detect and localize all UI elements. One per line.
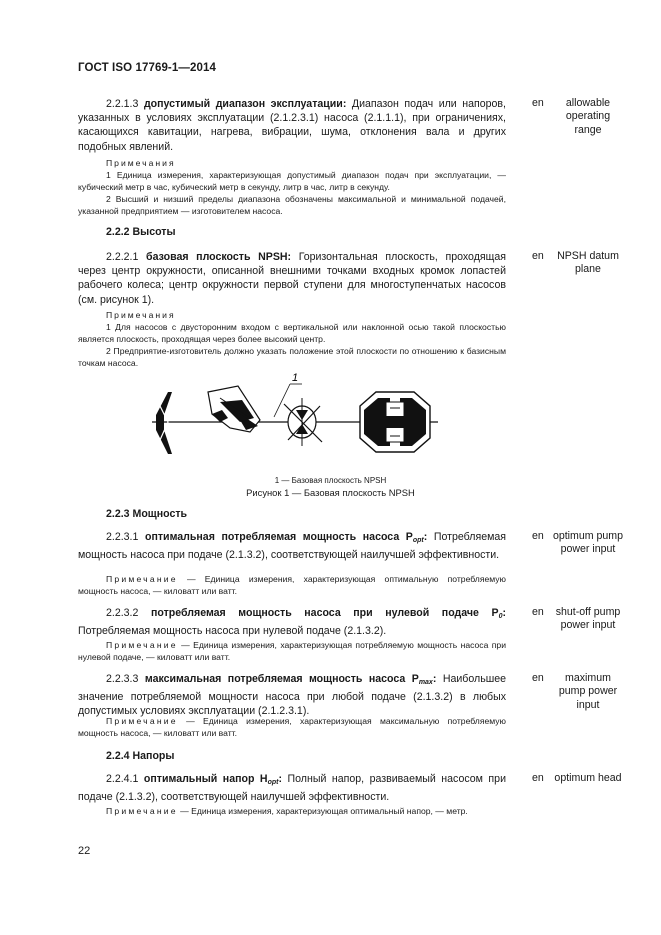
entry-term: допустимый диапазон эксплуатации: [143,98,347,110]
lang-code: en [532,97,544,109]
lang-code: en [532,250,544,262]
impeller-angled-drawing [208,386,260,432]
section-heading-2-2-4: 2.2.4 Напоры [106,750,175,762]
entry-2-2-3-3: 2.2.3.3 максимальная потребляемая мощность насоса $P_{max}$: Наибольшее значение потребляемой мощности насоса при любой подаче (2.1.3.2) в любых допустимых условиях эксплуатации (2.1.2.3.1). [78,673,506,718]
note-1: 1 Для насосов с двусторонним входом с вертикальной или наклонной осью такой плоскостью является плоскость, проходящая через более высокий центр. [78,322,506,344]
section-heading-2-2-3: 2.2.3 Мощность [106,508,188,520]
lang-code: en [532,530,544,542]
impeller-double-drawing [360,392,430,452]
entry-2-2-3-1: 2.2.3.1 оптимальная потребляемая мощность насоса $P_{opt}$: Потребляемая мощность насоса при подаче (2.1.3.2), соответствующей наилучшей эффективности. [78,531,506,562]
note: Примечание — Единица измерения, характеризующая потребляемую мощность насоса при нулевой подаче, — киловатт или ватт. [78,640,506,662]
note-2: 2 Высший и низший пределы диапазона обозначены максимальной и минимальной подачей, указанной предприятием — изготовителем насоса. [78,194,506,216]
note: Примечание — Единица измерения, характеризующая оптимальный напор, — метр. [106,806,468,816]
lang-code: en [532,672,544,684]
english-term: maximum pump power input [558,672,618,711]
entry-2-2-2-1: 2.2.2.1 базовая плоскость NPSH: Горизонтальная плоскость, проходящая через центр окружности, описанной внешними точками входных кромок лопастей рабочего колеса; центр окружности первой ступени для многоступенчатых насосов (см. рисунок 1). [78,251,506,306]
figure-legend: 1 — Базовая плоскость NPSH [274,476,387,485]
note-1: 1 Единица измерения, характеризующая допустимый диапазон подач при эксплуатации, — кубический метр в час, кубический метр в секунду, литр в час, литр в секунду. [78,170,506,192]
notes-title: Примечания [106,310,176,320]
note: Примечание — Единица измерения, характеризующая максимальную потребляемую мощность насоса, — киловатт или ватт. [78,716,507,738]
impeller-small-drawing [284,398,322,446]
entry-2-2-1-3 [78,97,506,154]
section-heading-2-2-2: 2.2.2 Высоты [106,226,176,238]
lang-code: en [532,772,544,784]
figure-caption: Рисунок 1 — Базовая плоскость NPSH [246,487,415,498]
lang-code: en [532,606,544,618]
english-term: optimum pump power input [552,530,624,556]
note-2: 2 Предприятие-изготовитель должно указать положение этой плоскости по отношению к базисным точкам насоса. [78,346,506,368]
standard-header: ГОСТ ISO 17769-1—2014 [78,62,216,74]
english-term: allowable operating range [565,97,611,136]
callout-leader [274,384,290,417]
entry-2-2-4-1: 2.2.4.1 оптимальный напор $H_{opt}$: Полный напор, развиваемый насосом при подаче (2.1.3.2), соответствующей наилучшей эффективности. [78,773,506,804]
english-term: NPSH datum plane [557,250,619,276]
figure-npsh-datum-plane [150,370,440,470]
impeller-left-drawing [156,392,172,454]
note: Примечание — Единица измерения, характеризующая оптимальную потребляемую мощность насоса, — киловатт или ватт. [78,574,506,596]
page-number: 22 [78,845,91,857]
english-term: shut-off pump power input [555,606,621,632]
entry-definition: Диапазон подач или напоров, указанных в условиях эксплуатации (2.1.2.3.1) насоса (2.1.1.1), при ограничениях, касающихся кавитации, нагрева, вибрации, шума, отклонения вала и других подобных явлений. [78,98,506,153]
entry-number: 2.2.1.3 [106,98,139,110]
notes-title: Примечания [106,158,176,168]
english-term: optimum head [554,772,622,784]
entry-2-2-3-2: 2.2.3.2 потребляемая мощность насоса при нулевой подаче $P_0$: Потребляемая мощность насоса при нулевой подаче (2.1.3.2). [78,607,506,638]
callout-number: 1 [292,372,299,384]
